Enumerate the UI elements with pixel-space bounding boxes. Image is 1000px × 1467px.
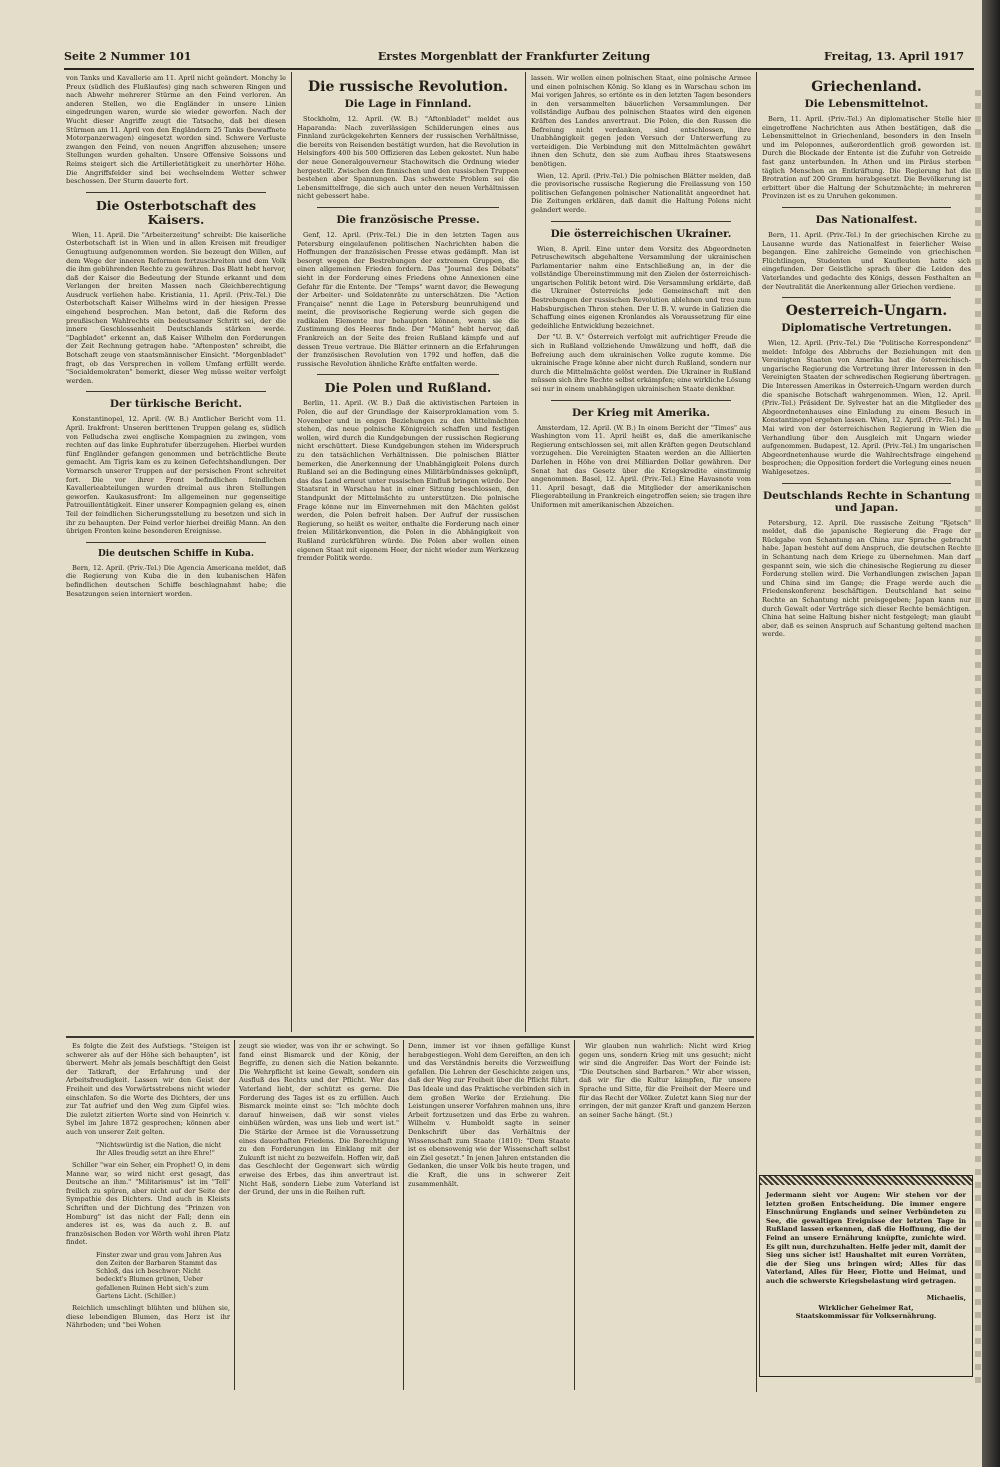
- article-separator: [86, 391, 266, 392]
- poem-quote: "Nichtswürdig ist die Nation, die nicht Ihr Alles freudig setzt an ihre Ehre!": [96, 1140, 222, 1157]
- headline-lebensmittelnot: Die Lebensmittelnot.: [804, 98, 929, 110]
- article-text: lassen. Wir wollen einen polnischen Staat, eine polnische Armee und einen polnischen König. So klang es in Warschau schon im Mai vorigen Jahres, so ertönte es in den letzten Tagen besonders in den versammelten bäuerlichen Versammlungen. Der vollständige Aufbau des polnischen Staates wird den eigenen Kräften des Landes anvertraut. Die Polen, die den Russen die Befreiung nicht verdanken, sind entschlossen, ihre Unabhängigkeit gegen jeden Versuch der Unterwerfung zu verteidigen. Die Verbindung mit den Mittelmächten gewährt ihnen den Schutz, den sie zum Aufbau ihres Staatswesens benötigen.: [531, 74, 751, 168]
- article-text: zeugt sie wieder, was von ihr er schwingt. So fand einst Bismarck und der König, der Begriffe, zu denen sich die Nation bekannte. Die Wehrpflicht ist keine Gewalt, sondern ein Ausfluß des Rechts und der Pflicht. Wer das Vaterland liebt, der schützt es gerne. Die Forderung des Tages ist es zu erfüllen. Auch Bismarck meinte einst so: "Ich möchte doch darauf hinweisen, daß wir sonst vieles einbüßen würden, was uns lieb und wert ist." Die Stärke der Armee ist die Voraussetzung eines dauerhaften Friedens. Die Berechtigung zu den Forderungen im Einklang mit der Zukunft ist nicht zu bezweifeln. Hoffen wir, daß das Geschlecht der Gegenwart sich würdig erweise des Erbes, das ihm anvertraut ist. Nicht Haß, sondern Liebe zum Vaterland ist der Grund, der uns in die Reihen ruft.: [239, 1042, 399, 1197]
- feuilleton-column-3: [408, 1042, 570, 1387]
- article-separator: [782, 297, 951, 298]
- headline-nationalfest: Das Nationalfest.: [815, 213, 918, 226]
- article-text: Wir glauben nun wahrlich: Nicht wird Krieg gegen uns, sondern Krieg mit uns gesucht; nicht wir sind die Angreifer. Das Wort der Feinde ist: "Die Deutschen sind Barbaren." Wir aber wissen, daß wir für die Kultur kämpfen, für unsere Sprache und Sitte, für die Freiheit der Meere und für das Recht der Völker. Zuletzt kann Sieg nur der erringen, der mit ganzer Kraft und ganzem Herzen an seiner Sache hängt. (St.): [579, 1042, 751, 1119]
- column-2: [297, 74, 519, 1032]
- article-text: Berlin, 11. April. (W. B.) Daß die aktivistischen Parteien in Polen, die auf der Grundlage der Kaiserproklamation vom 5. November und in engen Beziehungen zu den Mittelmächten stehen, das neue polnische Königreich schaffen und festigen wollen, wird durch die Kundgebungen der russischen Regierung nicht erschüttert. Diese Kundgebungen stehen im Widerspruch zu den tatsächlichen Verhältnissen. Die polnischen Blätter bemerken, die Anerkennung der Unabhängigkeit Polens durch Rußland sei an die Bedingung eines Militärbündnisses geknüpft, das das Land erneut unter russischen Einfluß bringen würde. Der Staatsrat in Warschau hat in einer Sitzung beschlossen, den Standpunkt der Mittelmächte zu unterstützen. Die polnische Frage könne nur im Einvernehmen mit den Mächten gelöst werden, die Polen befreit haben. Der Aufruf der russischen Regierung, so heißt es weiter, enthalte die Forderung nach einer freien Militärkonvention, die Polen in die Abhängigkeit von Rußland zurückführen würde. Die Polen aber wollen einen eigenen Staat mit eigenem Heer, der nicht wieder zum Werkzeug fremder Politik werde.: [297, 399, 519, 563]
- headline-tuerkischer-bericht: Der türkische Bericht.: [109, 398, 243, 411]
- article-separator: [86, 542, 266, 543]
- headline-polen-russland: Die Polen und Rußland.: [324, 380, 492, 396]
- page-number: Seite 2 Nummer 101: [64, 50, 192, 63]
- article-separator: [782, 483, 951, 484]
- hatched-bar: [760, 1176, 972, 1185]
- issue-date: Freitag, 13. April 1917: [824, 50, 964, 63]
- headline-diplomatische-vertretungen: Diplomatische Vertretungen.: [781, 322, 952, 335]
- headline-osterbotschaft: Die Osterbotschaft des Kaisers.: [95, 197, 257, 227]
- binding-shadow: [975, 90, 981, 1390]
- article-text: von Tanks und Kavallerie am 11. April nicht geändert. Monchy le Preux (südlich des Flußlaufes) ging nach schweren Ringen und nach Abwehr mehrerer Stürme an den Feind verloren. An anderen Stellen, wo die Engländer in unsere Linien eingedrungen waren, wurde sie wieder geworfen. Nach der Wucht dieser Angriffe zeugt die Tatsache, daß bei diesen Stürmen am 11. April von den Engländern 25 Tanks (bewaffnete Motorpanzerwagen) eingesetzt worden sind. Schwere Verluste zwangen den Feind, von neuen Angriffen abzusehen; unsere Stellungen wurden gehalten. Unsere Offensive Soissons und Reims steigert sich die Artillerietätigkeit zu unerhörter Höhe. Die Angriffsfelder sind bei wechselndem Wetter schwer beschossen. Der Sturm dauerte fort.: [66, 74, 286, 186]
- headline-oesterreich-ungarn: Oesterreich-Ungarn.: [785, 303, 948, 320]
- article-text: Schiller "war ein Seher, ein Prophet! O, in dem Manne war, so wird nicht erst gesagt, das Deutsche an ihm." "Militarismus" ist im "Tell" freilich zu spüren, aber nicht auf der Seite der Sympathie des Dichters. Und auch in Kleists Schriften und der Dichtung des "Prinzen von Homburg" ist das nicht der Fall; denn ein anderes ist es, was da auch z. B. auf französischen Boden vor Wörth wohl ihren Platz findet.: [66, 1160, 230, 1247]
- article-separator: [551, 221, 731, 222]
- signature-office: Staatskommissar für Volksernährung.: [795, 1311, 937, 1320]
- headline-russische-revolution: Die russische Revolution.: [308, 79, 508, 95]
- headline-kuba: Die deutschen Schiffe in Kuba.: [97, 548, 254, 559]
- feuilleton-column-2: [239, 1042, 399, 1387]
- feuilleton-column-1: [66, 1042, 230, 1387]
- feuilleton-column-4: [579, 1042, 751, 1387]
- article-separator: [782, 207, 951, 208]
- article-text: Bern, 12. April. (Priv.-Tel.) Die Agencia Americana meldet, daß die Regierung von Kuba die in den kubanischen Häfen befindlichen deutschen Schiffe beschlagnahmt habe; die Besatzungen seien interniert worden.: [66, 563, 286, 598]
- page-edge-shadow: [982, 0, 1000, 1467]
- announcement-box: [759, 1175, 973, 1377]
- article-text: Bern, 11. April. (Priv.-Tel.) In der griechischen Kirche zu Lausanne wurde das Nationalfest in feierlicher Weise begangen. Eine zahlreiche Gemeinde von griechischen Flüchtlingen, Studenten und Kaufleuten hatte sich eingefunden. Der Geistliche sprach über die Leiden des Vaterlandes und gedachte des Königs, dessen Festhalten an der Neutralität die Anerkennung aller Griechen verdiene.: [762, 230, 971, 291]
- article-text: Amsterdam, 12. April. (W. B.) In einem Bericht der "Times" aus Washington vom 11. April heißt es, daß die amerikanische Regierung entschlossen sei, mit allen Kräften gegen Deutschland vorzugehen. Die Vereinigten Staaten werden an die Alliierten Darlehen in Höhe von drei Milliarden Dollar gewähren. Der Senat hat das Gesetz über die Kriegskredite einstimmig angenommen. Basel, 12. April. (Priv.-Tel.) Eine Havasnote vom 11. April besagt, daß die Mitglieder der amerikanischen Fliegerabteilung in Frankreich eingetroffen seien; sie tragen ihre Uniformen mit amerikanischen Abzeichen.: [531, 423, 751, 509]
- article-text: Der "U. B. V." Österreich verfolgt mit aufrichtiger Freude die sich in Rußland vollziehende Umwälzung und hofft, daß die Befreiung auch dem ukrainischen Volke zugute komme. Die ukrainische Frage könne aber nicht durch Rußland, sondern nur durch die Mittelmächte gelöst werden. Die Ukrainer in Rußland müssen sich ihre Rechte selbst erkämpfen; eine wirkliche Lösung sei nur in einem unabhängigen ukrainischen Staate denkbar.: [531, 333, 751, 393]
- article-text: Konstantinopel, 12. April. (W. B.) Amtlicher Bericht vom 11. April. Irakfront: Unseren berittenen Truppen gelang es, südlich von Felludscha zwei englische Kompagnien zu zwingen, vom rechten auf das linke Euphratufer überzugehen. Hierbei wurden fünf Engländer gefangen genommen und beträchtliche Beute gemacht. Am Tigris kam es zu keinen Gefechtshandlungen. Der Vormarsch unserer Truppen auf der persischen Front schreitet fort. Die vor ihrer Front befindlichen feindlichen Kavallerieabteilungen wurden dreimal aus ihren Stellungen geworfen. Kaukasusfront: Im allgemeinen nur gegenseitige Patrouillentätigkeit. Einer unserer Kompagnien gelang es, einen Teil der feindlichen Sicherungsstellung zu besetzen und sich in ihr zu behaupten. Der Feind verlor hierbei dreißig Mann. An den übrigen Fronten keine besonderen Ereignisse.: [66, 415, 286, 536]
- article-separator: [551, 400, 731, 401]
- article-separator: [317, 207, 499, 208]
- header-rule: [64, 68, 974, 70]
- article-text: Stockholm, 12. April. (W. B.) "Aftonbladet" meldet aus Haparanda: Nach zuverlässigen Schilderungen eines aus Finnland zurückgekehrten Kenners der russischen Verhältnisse, die bereits von Reisenden bestätigt wurden, hat die Revolution in Helsingfors 400 bis 500 Offizieren das Leben gekostet. Nun habe der neue Generalgouverneur Stachowitsch die Ordnung wieder hergestellt. Zwischen den finnischen und den russischen Truppen bestehen aber Spannungen. Das schwerste Problem sei die Lebensmittelfrage, die sich auch unter den neuen Verhältnissen nicht gebessert habe.: [297, 115, 519, 201]
- column-divider: [756, 72, 757, 1392]
- article-text: Wien, 12. April. (Priv.-Tel.) Die "Politische Korrespondenz" meldet: Infolge des Abbruchs der Beziehungen mit den Vereinigten Staaten von Amerika hat die österreichisch-ungarische Regierung die Vertretung ihrer Interessen in den Vereinigten Staaten der schwedischen Regierung übertragen. Die Interessen Amerikas in Österreich-Ungarn werden durch die spanische Botschaft wahrgenommen. Wien, 12. April. (Priv.-Tel.) Präsident Dr. Sylvester hat an die Mitglieder des Abgeordnetenhauses eine Einladung zu einem Besuch in Konstantinopel ergehen lassen. Wien, 12. April. (Priv.-Tel.) Im Mai wird von der österreichischen Regierung in Wien die Verhandlung über den Ausgleich mit Ungarn wieder aufgenommen. Budapest, 12. April. (Priv.-Tel.) Im ungarischen Abgeordnetenhause wurde die Wahlrechtsfrage eingehend besprochen; die Opposition fordert die Vorlegung eines neuen Wahlgesetzes.: [762, 339, 971, 476]
- column-divider: [291, 72, 292, 1032]
- column-1: [66, 74, 286, 1032]
- article-text: Wien, 11. April. Die "Arbeiterzeitung" schreibt: Die kaiserliche Osterbotschaft ist in Wien und in allen Kreisen mit freudiger Genugtuung aufgenommen worden. Sie bezeugt den Willen, auf dem Wege der inneren Reformen fortzuschreiten und dem Volk die ihm gebührenden Rechte zu gewähren. Das Blatt hebt hervor, daß der Kaiser die Bedeutung der Stunde erkannt und dem Verlangen der breiten Massen nach Gleichberechtigung Ausdruck verliehen habe. Kristiania, 11. April. (Priv.-Tel.) Die Osterbotschaft Kaiser Wilhelms wird in der hiesigen Presse eingehend besprochen. Man betont, daß die Reform des preußischen Wahlrechts ein bedeutsamer Schritt sei, der die innere Geschlossenheit Deutschlands stärken werde. "Dagbladet" erkennt an, daß Kaiser Wilhelm den Forderungen der Zeit Rechnung getragen habe. "Aftenposten" schreibt, die Botschaft zeuge von staatsmännischer Einsicht. "Morgenbladet" fragt, ob das Versprechen in vollem Umfang erfüllt werde. "Socialdemokraten" bemerkt, dieser Weg müsse weiter verfolgt werden.: [66, 230, 286, 385]
- article-text: Es folgte die Zeit des Aufstiegs. "Steigen ist schwerer als auf der Höhe sich behaupten", ist überwert. Mehr als jemals beschäftigt den Geist der Tatkraft, der Erfahrung und der Arbeitsfreudigkeit. Lassen wir den Geist der Freiheit und des Vorwärtsstrebens nicht wieder einschlafen. So die Worte des Dichters, der uns zur Tat aufrief und den Weg zum Gipfel wies. Die zuletzt zitierten Worte sind von Heinrich v. Sybel im Jahre 1872 gesprochen; können aber auch von unserer Zeit gelten.: [66, 1042, 230, 1136]
- column-divider: [403, 1040, 404, 1390]
- newspaper-title: Erstes Morgenblatt der Frankfurter Zeitung: [377, 50, 651, 63]
- announcement-text: Jedermann sieht vor Augen: Wir stehen vor der letzten großen Entscheidung. Die immer engere Einschnürung Englands und seiner Verbündeten zu See, die gewaltigen Ereignisse der letzten Tage in Rußland lassen erkennen, daß die Hoffnung, die der Feind an unsere Ernährung knüpfte, zunichte wird. Es gilt nun, durchzuhalten. Helfe jeder mit, damit der Sieg uns sicher ist! Haushaltet mit euren Vorräten, die der Sieg uns bringen wird; Alles für das Vaterland, Alles für Heer, Flotte und Heimat, und auch die schwerste Kriegsbelastung wird getragen.: [766, 1191, 966, 1285]
- headline-krieg-amerika: Der Krieg mit Amerika.: [571, 406, 711, 419]
- signature-title: Wirklicher Geheimer Rat,: [818, 1303, 914, 1312]
- headline-griechenland: Griechenland.: [811, 79, 922, 95]
- poem-quote: Finster zwar und grau vom Jahren Aus den Zeiten der Barbaren Stammt das Schloß, das ich beschwor: Nicht bedeckt's Blumen grünen, Ueber gefallenen Ruinen Hebt sich's zum Gartens Licht. (Schiller.): [96, 1250, 222, 1300]
- column-3: [531, 74, 751, 1032]
- article-text: Wien, 12. April. (Priv.-Tel.) Die polnischen Blätter melden, daß die provisorische russische Regierung die Freilassung von 150 politischen Gefangenen polnischer Nationalität angeordnet hat. Die Zeitungen erklären, daß damit die Haltung Polens nicht geändert werde.: [531, 171, 751, 214]
- article-text: Wien, 8. April. Eine unter dem Vorsitz des Abgeordneten Petruschewitsch abgehaltene Versammlung der ukrainischen Parlamentarier nahm eine Entschließung an, in der die vollständige Übereinstimmung mit den Zielen der österreichisch-ungarischen Politik betont wird. Die Versammlung erklärte, daß die Ukrainer Österreichs jede Gemeinschaft mit den Bestrebungen der russischen Revolution ablehnen und treu zum Habsburgischen Thron stehen. Der U. B. V. wurde in Galizien die Schaffung eines eigenen Kronlandes als Voraussetzung für eine gedeihliche Entwicklung bezeichnet.: [531, 244, 751, 330]
- signature-name: Michaelis,: [926, 1293, 966, 1302]
- headline-schantung: Deutschlands Rechte in Schantung und Japan.: [763, 489, 970, 514]
- article-text: Bern, 11. April. (Priv.-Tel.) An diplomatischer Stelle hier eingetroffene Nachrichten aus Athen bestätigen, daß die Lebensmittelnot in Griechenland, besonders in den Inseln und im Peloponnes, außerordentlich groß geworden ist. Durch die Blockade der Entente ist die Zufuhr von Getreide fast ganz unterbunden. In Athen und im Piräus sterben täglich Menschen an Entkräftung. Die Regierung hat die Brotration auf 200 Gramm herabgesetzt. Die Bevölkerung ist erbittert über die Haltung der Schutzmächte; in mehreren Provinzen ist es zu Unruhen gekommen.: [762, 115, 971, 201]
- column-divider: [525, 72, 526, 1032]
- feuilleton-rule: [66, 1036, 754, 1038]
- article-separator: [317, 374, 499, 375]
- article-text: Genf, 12. April. (Priv.-Tel.) Die in den letzten Tagen aus Petersburg eingelaufenen politischen Nachrichten haben die Hoffnungen der französischen Presse etwas gedämpft. Man ist besorgt wegen der Bestrebungen der extremen Gruppen, die einen allgemeinen Frieden fordern. Das "Journal des Débats" sieht in der Forderung eines Friedens ohne Annexionen eine Gefahr für die Entente. Der "Temps" warnt davor, die Bewegung der Arbeiter- und Soldatenräte zu unterschätzen. Die "Action Française" nennt die Lage in Petersburg beunruhigend und meint, die provisorische Regierung werde sich gegen die radikalen Elemente nur behaupten können, wenn sie die Zustimmung des Heeres finde. Der "Matin" hebt hervor, daß Frankreich an der Seite des freien Rußland kämpfe und auf dessen Treue vertraue. Die Blätter erinnern an die Erfahrungen der französischen Revolution von 1792 und hoffen, daß die russische Revolution ähnliche Kräfte entfalten werde.: [297, 230, 519, 368]
- column-divider: [234, 1040, 235, 1390]
- headline-finnland: Die Lage in Finnland.: [344, 98, 472, 110]
- article-separator: [86, 192, 266, 193]
- masthead: [64, 50, 964, 66]
- article-text: Denn, immer ist vor ihnen gefällige Kunst herabgestiegen. Wohl dem Gereiften, an den ich und das Verständnis bereits die Verzweiflung gefallen. Die Lehren der Geschichte zeigen uns, daß der Weg zur Freiheit über die Pflicht führt. Das Ideale und das Praktische verbinden sich in dem großen Werke der Erziehung. Die Leistungen unserer Vorfahren mahnen uns, ihre Arbeit fortzusetzen und das Erbe zu wahren. Wilhelm v. Humboldt sagte in seiner Denkschrift über das Verhältnis der Wissenschaft zum Staate (1810): "Dem Staate ist es ebensowenig wie der Wissenschaft selbst ein Ziel gesetzt." In jenen Jahren entstanden die Gedanken, die unser Volk bis heute tragen, und die Kraft, die uns in schwerer Zeit zusammenhält.: [408, 1042, 570, 1188]
- headline-ukrainer: Die österreichischen Ukrainer.: [550, 227, 732, 240]
- column-divider: [574, 1040, 575, 1390]
- article-text: Petersburg, 12. April. Die russische Zeitung "Rjetsch" meldet, daß die japanische Regierung die Frage der Rückgabe von Schantung an China zur Sprache gebracht habe. Japan besteht auf dem Anspruch, die deutschen Rechte in Schantung nach dem Kriege zu übernehmen. Man darf gespannt sein, wie sich die chinesische Regierung zu dieser Forderung stellen wird. Die Verhandlungen zwischen Japan und China sind im Gange; die Frage werde auch die Friedenskonferenz beschäftigen. Deutschland hat seine Rechte an Schantung nicht preisgegeben; Japan kann nur durch Gewalt oder Verträge sich dieser Rechte bemächtigen. China hat seine Haltung bisher nicht festgelegt; man glaubt aber, daß es seinen Anspruch auf Schantung geltend machen werde.: [762, 518, 971, 639]
- headline-franzoesische-presse: Die französische Presse.: [336, 213, 480, 226]
- article-text: Reichlich umschlingt blühten und blühen sie, diese lebendigen Blumen, das Herz ist ihr Nährboden; und "bei Wohen: [66, 1304, 230, 1330]
- column-4: [762, 74, 971, 1169]
